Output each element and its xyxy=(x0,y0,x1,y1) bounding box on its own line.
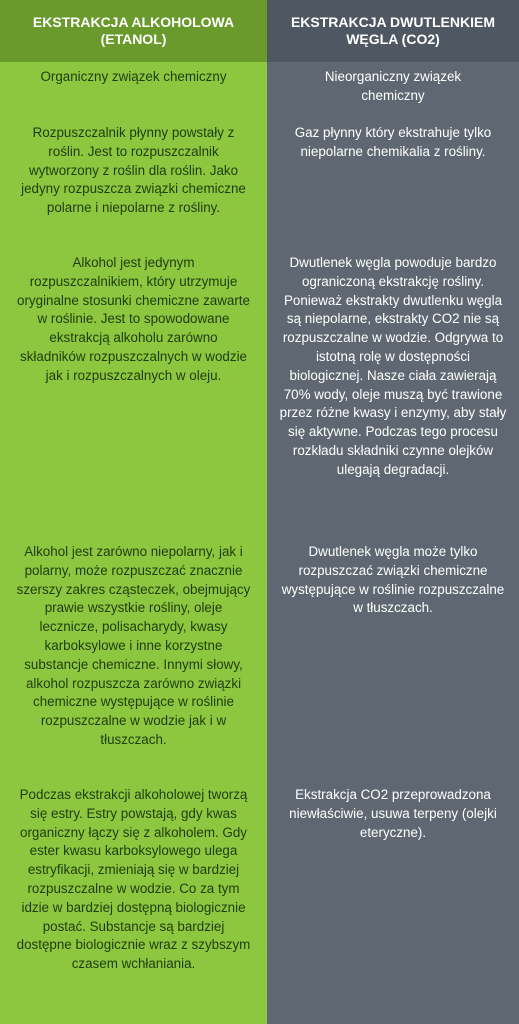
co2-header: EKSTRAKCJA DWUTLENKIEM WĘGLA (CO2) xyxy=(267,0,519,62)
co2-row-1: Nieorganiczny związek chemiczny xyxy=(324,69,462,103)
ethanol-row-5: Podczas ekstrakcji alkoholowej tworzą się estry. Estry powstają, gdy kwas organiczny łączy się z alkoholem. Gdy ester kwasu karboksylowego ulega estryfikacji, zmieniają się w bardziej rozpuszczalne w wodzie. Co za tym idzie w bardziej dostępną biologicznie postać. Substancje są bardziej dostępne biologicznie wraz z szybszym czasem wchłaniania. xyxy=(16,787,251,972)
ethanol-row-2: Rozpuszczalnik płynny powstały z roślin. Jest to rozpuszczalnik wytworzony z roślin dla roślin. Jako jedyny rozpuszcza związki chemiczne polarne i niepolarne z rośliny. xyxy=(21,125,246,216)
ethanol-row-1: Organiczny związek chemiczny xyxy=(40,69,227,84)
co2-row-3: Dwutlenek węgla powoduje bardzo ograniczoną ekstrakcję rośliny. Ponieważ ekstrakty dwutlenku węgla są niepolarne, ekstrakty CO2 nie są rozpuszczalne w wodzie. Odgrywa to istotną rolę w dostępności biologicznej. Nasze ciała zawierają 70% wody, oleje muszą być trawione przez różne kwasy i enzymy, aby stały się aktywne. Podczas tego procesu rozkładu składniki czynne olejków ulegają degradacji. xyxy=(279,255,507,477)
ethanol-row-3: Alkohol jest jedynym rozpuszczalnikiem, który utrzymuje oryginalne stosunki chemiczne zawarte w roślinie. Jest to spowodowane ekstrakcją alkoholu zarówno składników rozpuszczalnych w wodzie jak i rozpuszczalnych w oleju. xyxy=(17,255,250,383)
ethanol-header: EKSTRAKCJA ALKOHOLOWA (ETANOL) xyxy=(0,0,267,62)
co2-row-2: Gaz płynny który ekstrahuje tylko niepolarne chemikalia z rośliny. xyxy=(294,125,492,159)
co2-row-5: Ekstrakcja CO2 przeprowadzona niewłaściwie, usuwa terpeny (olejki eteryczne). xyxy=(289,787,497,840)
co2-row-4: Dwutlenek węgla może tylko rozpuszczać związki chemiczne występujące w roślinie rozpuszczalne w tłuszczach. xyxy=(281,544,505,616)
co2-column xyxy=(267,0,519,1024)
ethanol-row-4: Alkohol jest zarówno niepolarny, jak i polarny, może rozpuszczać znacznie szerszy zakres cząsteczek, obejmujący prawie wszystkie rośliny, oleje lecznicze, polisacharydy, kwasy karboksylowe i inne korzystne substancje chemiczne. Innymi słowy, alkohol rozpuszcza zarówno związki chemiczne występujące w roślinie rozpuszczalne w wodzie jak i w tłuszczach. xyxy=(16,544,251,747)
